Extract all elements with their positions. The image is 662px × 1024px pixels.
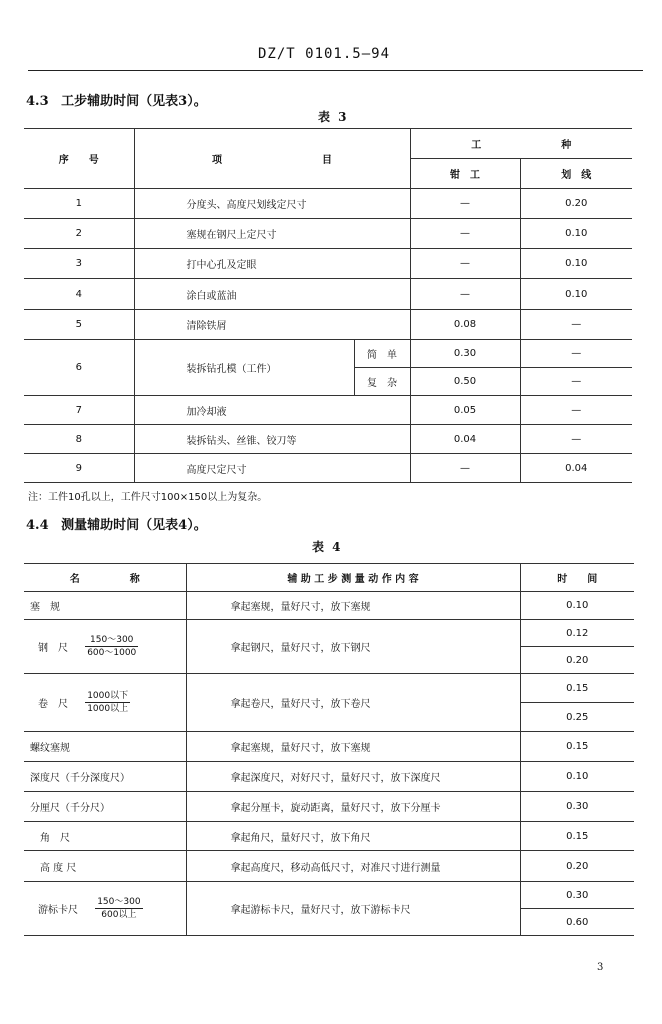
- section-4-4-heading: [26, 514, 207, 533]
- row-item: 塞规在钢尺上定尺寸: [134, 219, 410, 249]
- row-content: 拿起角尺，量好尺寸，放下角尺: [186, 822, 520, 851]
- row-seq: 7: [24, 396, 134, 425]
- row-marking-value: 0.10: [520, 219, 632, 249]
- section-number: 4.3: [26, 94, 49, 109]
- row-item: 分度头、高度尺划线定尺寸: [134, 189, 410, 219]
- row-marking-value: —: [520, 310, 632, 340]
- header-item: 项 目: [134, 129, 410, 189]
- row-marking-value: 0.10: [520, 279, 632, 310]
- row-content: 拿起塞规，量好尺寸，放下塞规: [186, 592, 520, 620]
- fraction-top: 150～300: [85, 634, 138, 647]
- table-4: [24, 563, 634, 936]
- header-time: 时 间: [520, 564, 634, 592]
- row-fitter-value: 0.08: [410, 310, 520, 340]
- row-seq: 1: [24, 189, 134, 219]
- row-name: 深度尺（千分深度尺）: [24, 762, 186, 792]
- table-3: [24, 128, 632, 483]
- row-content: 拿起深度尺，对好尺寸，量好尺寸，放下深度尺: [186, 762, 520, 792]
- row-time: 0.30: [520, 792, 634, 822]
- row-name-cell: [24, 620, 186, 674]
- table-row: [24, 310, 632, 340]
- section-title: 测量辅助时间（见表4）。: [61, 518, 207, 533]
- row-seq: 9: [24, 454, 134, 483]
- row-time: 0.15: [520, 674, 634, 703]
- row-seq: 4: [24, 279, 134, 310]
- page-number: 3: [597, 962, 604, 973]
- row-fitter-value: —: [410, 279, 520, 310]
- section-number: 4.4: [26, 518, 49, 533]
- header-name: 名 称: [24, 564, 186, 592]
- fraction-bottom: 1000以上: [87, 704, 129, 714]
- row-content: 拿起卷尺，量好尺寸，放下卷尺: [186, 674, 520, 732]
- row-subitem-complex: 复 杂: [354, 368, 410, 396]
- row-content: 拿起塞规，量好尺寸，放下塞规: [186, 732, 520, 762]
- fraction-bottom: 600～1000: [87, 648, 137, 658]
- row-fitter-value: 0.50: [410, 368, 520, 396]
- table-row: [24, 219, 632, 249]
- section-4-3-heading: [26, 90, 207, 109]
- row-name: 塞 规: [24, 592, 186, 620]
- row-item: 装拆钻头、丝锥、铰刀等: [134, 425, 410, 454]
- row-time: 0.25: [520, 703, 634, 732]
- row-seq: 8: [24, 425, 134, 454]
- row-item: 涂白或蓝油: [134, 279, 410, 310]
- table-row: [24, 340, 632, 368]
- row-time: 0.20: [520, 647, 634, 674]
- header-work-type: 工 种: [410, 129, 632, 159]
- row-seq: 5: [24, 310, 134, 340]
- table-row: [24, 882, 634, 909]
- row-marking-value: 0.10: [520, 249, 632, 279]
- row-fitter-value: —: [410, 454, 520, 483]
- row-name: 高 度 尺: [24, 851, 186, 882]
- row-item: 清除铁屑: [134, 310, 410, 340]
- size-range-fraction: [95, 896, 142, 921]
- table-3-note: 注：工件10孔以上，工件尺寸100×150以上为复杂。: [28, 492, 268, 503]
- size-range-fraction: [85, 690, 130, 715]
- row-marking-value: 0.20: [520, 189, 632, 219]
- fraction-bottom: 600以上: [101, 910, 137, 920]
- row-item: 加冷却液: [134, 396, 410, 425]
- row-time: 0.15: [520, 732, 634, 762]
- table-row: [24, 425, 632, 454]
- header-rule: [28, 70, 643, 71]
- table-3-caption: 表 3: [318, 110, 349, 124]
- row-name-cell: [24, 674, 186, 732]
- row-name: 分厘尺（千分尺）: [24, 792, 186, 822]
- row-marking-value: 0.04: [520, 454, 632, 483]
- table-row: [24, 732, 634, 762]
- row-time: 0.30: [520, 882, 634, 909]
- row-seq: 2: [24, 219, 134, 249]
- row-item: 高度尺定尺寸: [134, 454, 410, 483]
- row-name: 角 尺: [24, 822, 186, 851]
- row-fitter-value: 0.30: [410, 340, 520, 368]
- table-row: [24, 851, 634, 882]
- row-subitem-simple: 简 单: [354, 340, 410, 368]
- row-time: 0.15: [520, 822, 634, 851]
- table-row: [24, 279, 632, 310]
- table-4-caption: 表 4: [312, 540, 343, 554]
- table-row: [24, 620, 634, 647]
- header-fitter: 钳 工: [410, 159, 520, 189]
- row-seq: 3: [24, 249, 134, 279]
- row-name: 螺纹塞规: [24, 732, 186, 762]
- section-title: 工步辅助时间（见表3）。: [61, 94, 207, 109]
- row-name: 钢 尺: [38, 643, 68, 654]
- row-fitter-value: 0.04: [410, 425, 520, 454]
- row-marking-value: —: [520, 368, 632, 396]
- row-time: 0.12: [520, 620, 634, 647]
- row-seq: 6: [24, 340, 134, 396]
- row-time: 0.10: [520, 762, 634, 792]
- table-row: [24, 792, 634, 822]
- row-content: 拿起分厘卡，旋动距离，量好尺寸，放下分厘卡: [186, 792, 520, 822]
- table-row: [24, 674, 634, 703]
- table-row: [24, 189, 632, 219]
- row-fitter-value: —: [410, 219, 520, 249]
- table-row: [24, 454, 632, 483]
- row-fitter-value: 0.05: [410, 396, 520, 425]
- table-row: [24, 762, 634, 792]
- row-name-cell: [24, 882, 186, 936]
- row-name: 卷 尺: [38, 699, 68, 710]
- row-item: 打中心孔及定眼: [134, 249, 410, 279]
- row-time: 0.20: [520, 851, 634, 882]
- header-content: 辅 助 工 步 测 量 动 作 内 容: [186, 564, 520, 592]
- header-seq: 序 号: [24, 129, 134, 189]
- row-marking-value: —: [520, 396, 632, 425]
- row-name: 游标卡尺: [38, 905, 78, 916]
- table-row: [24, 249, 632, 279]
- table-row: [24, 592, 634, 620]
- row-marking-value: —: [520, 425, 632, 454]
- table-row: [24, 396, 632, 425]
- row-marking-value: —: [520, 340, 632, 368]
- row-fitter-value: —: [410, 249, 520, 279]
- row-item: 装拆钻孔模（工件）: [134, 340, 354, 396]
- row-fitter-value: —: [410, 189, 520, 219]
- row-content: 拿起钢尺，量好尺寸，放下钢尺: [186, 620, 520, 674]
- standard-code: DZ/T 0101.5—94: [258, 46, 391, 62]
- row-time: 0.60: [520, 909, 634, 936]
- row-content: 拿起游标卡尺，量好尺寸，放下游标卡尺: [186, 882, 520, 936]
- fraction-top: 1000以下: [87, 691, 129, 701]
- row-content: 拿起高度尺，移动高低尺寸，对准尺寸进行测量: [186, 851, 520, 882]
- size-range-fraction: [85, 634, 138, 659]
- table-row: [24, 822, 634, 851]
- row-time: 0.10: [520, 592, 634, 620]
- header-marking: 划 线: [520, 159, 632, 189]
- fraction-top: 150～300: [97, 897, 141, 907]
